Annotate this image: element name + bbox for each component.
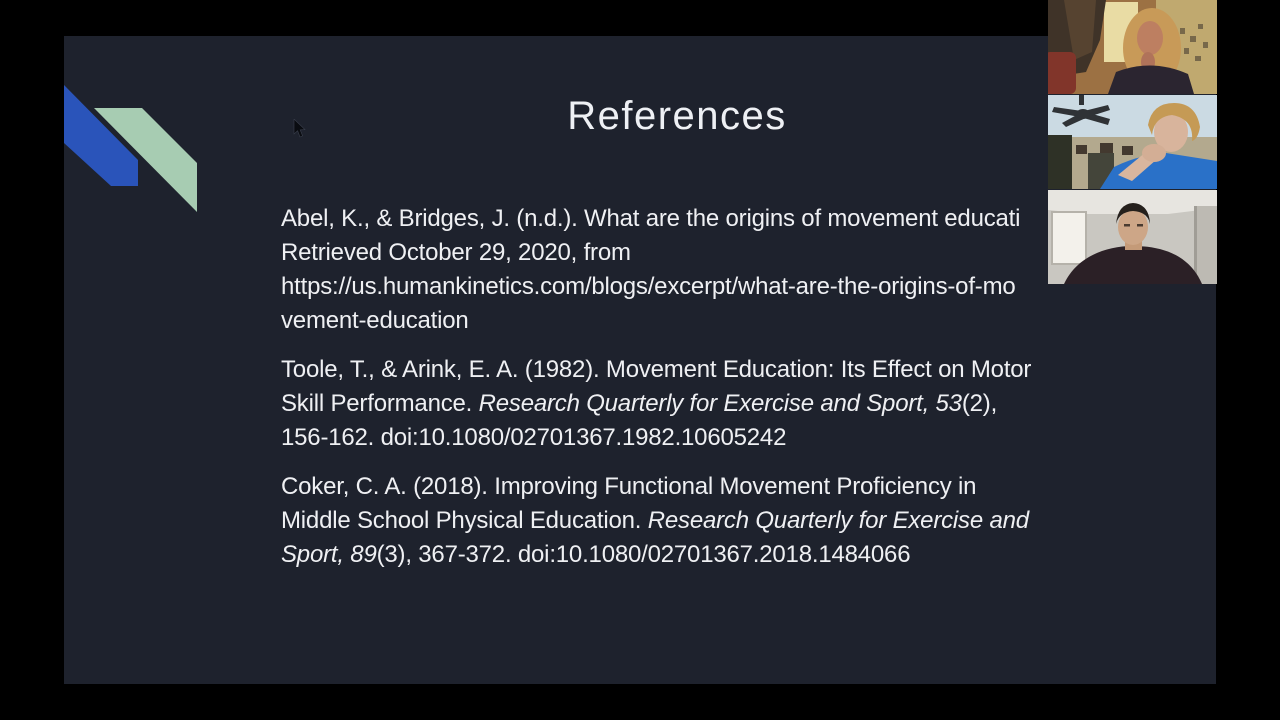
- video-tile-participant-3[interactable]: [1048, 190, 1217, 284]
- corner-ribbon-decoration: [64, 36, 264, 256]
- reference-line: Coker, C. A. (2018). Improving Functional Movement Proficiency in: [281, 473, 977, 500]
- reference-line: Sport, 89(3), 367-372. doi:10.1080/02701367.2018.1484066: [281, 541, 911, 568]
- reference-line: https://us.humankinetics.com/blogs/excerpt/what-are-the-origins-of-mo: [281, 273, 1016, 300]
- mouse-cursor-icon: [293, 119, 307, 139]
- reference-entry: [281, 470, 1121, 572]
- participant-1-video: [1048, 0, 1217, 94]
- reference-line: 156-162. doi:10.1080/02701367.1982.10605242: [281, 424, 787, 451]
- participant-2-video: [1048, 95, 1217, 189]
- video-panel: [1048, 0, 1217, 285]
- video-tile-participant-1[interactable]: [1048, 0, 1217, 94]
- reference-line: Skill Performance. Research Quarterly for Exercise and Sport, 53(2),: [281, 390, 998, 417]
- reference-line: Abel, K., & Bridges, J. (n.d.). What are the origins of movement educati: [281, 205, 1021, 232]
- video-tile-participant-2[interactable]: [1048, 95, 1217, 189]
- reference-entry: [281, 202, 1121, 338]
- reference-line: Middle School Physical Education. Research Quarterly for Exercise and: [281, 507, 1029, 534]
- participant-3-video: [1048, 190, 1217, 284]
- presentation-slide: [64, 36, 1216, 684]
- reference-line: Retrieved October 29, 2020, from: [281, 239, 631, 266]
- reference-line: vement-education: [281, 307, 469, 334]
- reference-line: Toole, T., & Arink, E. A. (1982). Movement Education: Its Effect on Motor: [281, 356, 1032, 383]
- slide-title: References: [567, 94, 787, 138]
- reference-entry: [281, 353, 1121, 455]
- references-list: [281, 202, 1121, 587]
